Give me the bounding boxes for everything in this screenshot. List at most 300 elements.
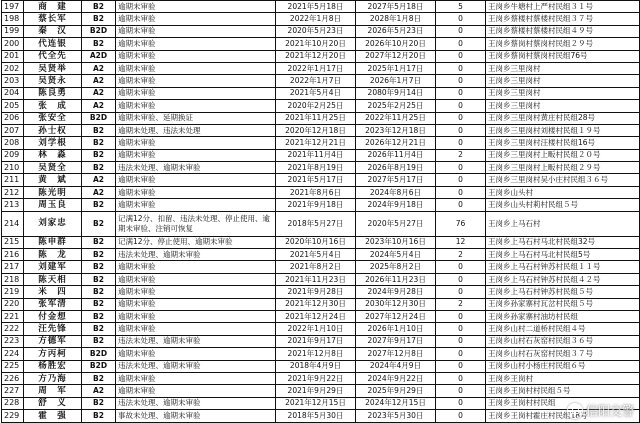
first-date-cell: 2022年1月10日	[276, 323, 356, 335]
table-row	[2, 100, 640, 112]
first-date-cell: 2021年12月24日	[276, 310, 356, 322]
license-class-cell: A2	[82, 385, 116, 397]
driver-name-cell: 吴贤全	[24, 162, 82, 174]
table-row	[2, 397, 640, 409]
address-cell: 王岗乡牛塘村上严村民组３１号	[486, 1, 640, 13]
expiry-date-cell: 2025年2月25日	[356, 100, 436, 112]
driver-name-cell: 杨胜宏	[24, 360, 82, 372]
table-row	[2, 1, 640, 13]
expiry-date-cell: 2020年5月27日	[356, 211, 436, 236]
expiry-date-cell: 2025年1月17日	[356, 62, 436, 74]
expiry-date-cell: 2026年11月23日	[356, 273, 436, 285]
penalty-points-cell: 2	[436, 149, 486, 161]
penalty-points-cell: 0	[436, 50, 486, 62]
table-row	[2, 137, 640, 149]
first-date-cell: 2021年11月4日	[276, 149, 356, 161]
license-class-cell: B2	[82, 335, 116, 347]
first-date-cell: 2022年1月17日	[276, 62, 356, 74]
table-row	[2, 286, 640, 298]
wechat-logo-icon	[567, 403, 583, 419]
license-status-cell: 逾期未审验	[116, 261, 276, 273]
license-class-cell: A2	[82, 174, 116, 186]
driver-name-cell: 黄 斌	[24, 174, 82, 186]
penalty-points-cell: 0	[436, 62, 486, 74]
license-status-cell: 逾期未审验	[116, 100, 276, 112]
row-number-cell: 206	[2, 112, 24, 124]
table-row	[2, 323, 640, 335]
first-date-cell: 2021年8月2日	[276, 261, 356, 273]
penalty-points-cell: 0	[436, 13, 486, 25]
expiry-date-cell: 2024年9月22日	[356, 372, 436, 384]
license-status-cell: 逾期未审验	[116, 25, 276, 37]
expiry-date-cell: 2028年1月8日	[356, 13, 436, 25]
penalty-points-cell: 0	[436, 25, 486, 37]
table-row	[2, 38, 640, 50]
table-row	[2, 335, 640, 347]
row-number-cell: 224	[2, 348, 24, 360]
row-number-cell: 229	[2, 410, 24, 422]
address-cell: 王岗乡山村二道桥村民组４号	[486, 323, 640, 335]
row-number-cell: 205	[2, 100, 24, 112]
penalty-points-cell: 0	[436, 348, 486, 360]
penalty-points-cell: 0	[436, 186, 486, 198]
table-row	[2, 199, 640, 211]
address-cell: 王岗乡三里岗村	[486, 75, 640, 87]
address-cell: 王岗乡王岗村	[486, 372, 640, 384]
expiry-date-cell: 2023年5月30日	[356, 410, 436, 422]
license-class-cell: A2	[82, 62, 116, 74]
license-class-cell: B2	[82, 162, 116, 174]
license-status-cell: 逾期未审验	[116, 137, 276, 149]
address-cell: 王岗乡三里岗村刘楼村民组１９号	[486, 124, 640, 136]
driver-name-cell: 米 四	[24, 286, 82, 298]
penalty-points-cell: 0	[436, 310, 486, 322]
penalty-points-cell: 0	[436, 75, 486, 87]
penalty-points-cell: 0	[436, 162, 486, 174]
row-number-cell: 222	[2, 323, 24, 335]
address-cell: 王岗乡蔡岗村蔡岗村民组２９号	[486, 38, 640, 50]
driver-name-cell: 方德军	[24, 335, 82, 347]
penalty-points-cell: 0	[436, 286, 486, 298]
address-cell: 王岗乡王岗村霍庄村民组18号	[486, 410, 640, 422]
license-class-cell: B2	[82, 137, 116, 149]
watermark-text: 信阳交警	[585, 404, 634, 418]
license-status-cell: 逾期未审验	[116, 50, 276, 62]
license-class-cell: B2	[82, 397, 116, 409]
first-date-cell: 2021年8月6日	[276, 186, 356, 198]
first-date-cell: 2021年5月18日	[276, 1, 356, 13]
first-date-cell: 2021年12月21日	[276, 137, 356, 149]
table-row	[2, 211, 640, 236]
license-class-cell: B2	[82, 310, 116, 322]
penalty-points-cell: 0	[436, 87, 486, 99]
penalty-points-cell: 0	[436, 137, 486, 149]
license-class-cell: A2D	[82, 50, 116, 62]
expiry-date-cell: 2026年12月21日	[356, 137, 436, 149]
table-row	[2, 112, 640, 124]
address-cell: 王岗乡上马石村	[486, 211, 640, 236]
row-number-cell: 200	[2, 38, 24, 50]
license-status-cell: 逾期未审验	[116, 13, 276, 25]
row-number-cell: 226	[2, 372, 24, 384]
first-date-cell: 2021年9月17日	[276, 335, 356, 347]
penalty-points-cell: 0	[436, 124, 486, 136]
license-class-cell: B2D	[82, 348, 116, 360]
address-cell: 王岗乡三里岗村	[486, 100, 640, 112]
first-date-cell: 2021年11月25日	[276, 112, 356, 124]
license-class-cell: B2	[82, 124, 116, 136]
license-status-cell: 逾期未审验	[116, 286, 276, 298]
expiry-date-cell: 2027年9月17日	[356, 335, 436, 347]
table-row	[2, 50, 640, 62]
driver-name-cell: 陈申群	[24, 236, 82, 248]
penalty-points-cell: 0	[436, 112, 486, 124]
address-cell: 王岗乡王岗村村民组	[486, 397, 640, 409]
table-row	[2, 162, 640, 174]
address-cell: 王岗乡三里岗村上畈村民组２９号	[486, 162, 640, 174]
first-date-cell: 2020年5月23日	[276, 25, 356, 37]
license-status-cell: 逾期未审验	[116, 87, 276, 99]
license-class-cell: A2	[82, 75, 116, 87]
driver-name-cell: 周玉良	[24, 199, 82, 211]
license-status-cell: 违法未处理、逾期未审验	[116, 162, 276, 174]
license-status-cell: 逾期未审验	[116, 199, 276, 211]
expiry-date-cell: 2024年9月28日	[356, 286, 436, 298]
driver-name-cell: 刘学根	[24, 137, 82, 149]
address-cell: 王岗乡上马石村钟苏村民组４２号	[486, 273, 640, 285]
address-cell: 王岗乡上马石村马北村民组32号	[486, 236, 640, 248]
table-row	[2, 348, 640, 360]
address-cell: 王岗乡山村小杨庄村民组６号	[486, 360, 640, 372]
expiry-date-cell: 2024年5月4日	[356, 249, 436, 261]
table-row	[2, 236, 640, 248]
license-class-cell: B2	[82, 323, 116, 335]
license-class-cell: B2	[82, 236, 116, 248]
address-cell: 王岗乡三里岗村上畈村民组２０号	[486, 149, 640, 161]
address-cell: 王岗乡三里岗村汪楼村民组16号	[486, 137, 640, 149]
first-date-cell: 2021年8月19日	[276, 162, 356, 174]
penalty-points-cell: 76	[436, 211, 486, 236]
table-row	[2, 298, 640, 310]
first-date-cell: 2021年12月20日	[276, 50, 356, 62]
expiry-date-cell: 2026年1月7日	[356, 75, 436, 87]
first-date-cell: 2021年9月28日	[276, 286, 356, 298]
penalty-points-cell: 0	[436, 397, 486, 409]
first-date-cell: 2021年12月8日	[276, 348, 356, 360]
expiry-date-cell: 2026年10月20日	[356, 38, 436, 50]
first-date-cell: 2020年12月18日	[276, 124, 356, 136]
expiry-date-cell: 2023年12月18日	[356, 124, 436, 136]
expiry-date-cell: 2025年8月2日	[356, 261, 436, 273]
row-number-cell: 204	[2, 87, 24, 99]
table-body	[2, 1, 640, 423]
row-number-cell: 219	[2, 286, 24, 298]
driver-name-cell: 陈良勇	[24, 87, 82, 99]
row-number-cell: 225	[2, 360, 24, 372]
license-class-cell: A2	[82, 100, 116, 112]
expiry-date-cell: 2027年12月20日	[356, 50, 436, 62]
license-class-cell: B2	[82, 211, 116, 236]
license-status-cell: 记满12分、停止使用、逾期未审验	[116, 236, 276, 248]
penalty-points-cell: 0	[436, 273, 486, 285]
driver-name-cell: 陈天相	[24, 273, 82, 285]
penalty-points-cell: 2	[436, 249, 486, 261]
driver-name-cell: 刘建军	[24, 261, 82, 273]
penalty-points-cell: 0	[436, 385, 486, 397]
license-status-cell: 逾期未审验	[116, 1, 276, 13]
license-class-cell: B2	[82, 249, 116, 261]
license-class-cell: B2	[82, 372, 116, 384]
expiry-date-cell: 2024年8月6日	[356, 186, 436, 198]
license-class-cell: B2	[82, 286, 116, 298]
expiry-date-cell: 2027年5月18日	[356, 1, 436, 13]
address-cell: 王岗乡蔡楼村蔡楼村民组３７号	[486, 13, 640, 25]
driver-name-cell: 代连银	[24, 38, 82, 50]
expiry-date-cell: 2026年8月19日	[356, 162, 436, 174]
driver-name-cell: 方乃海	[24, 372, 82, 384]
license-status-cell: 逾期未处理、违法未处理	[116, 124, 276, 136]
table-row	[2, 87, 640, 99]
license-class-cell: A2	[82, 87, 116, 99]
table-row	[2, 385, 640, 397]
license-class-cell: B2	[82, 298, 116, 310]
first-date-cell: 2021年12月15日	[276, 397, 356, 409]
expiry-date-cell: 2027年12月24日	[356, 310, 436, 322]
table-row	[2, 62, 640, 74]
license-class-cell: B2D	[82, 112, 116, 124]
address-cell: 王岗乡孙家寨村瓦岔村民组５号	[486, 298, 640, 310]
row-number-cell: 227	[2, 385, 24, 397]
table-row	[2, 186, 640, 198]
first-date-cell: 2020年10月16日	[276, 236, 356, 248]
row-number-cell: 211	[2, 174, 24, 186]
penalty-points-cell: 0	[436, 38, 486, 50]
address-cell: 王岗乡上马石村钟苏村民组１１号	[486, 261, 640, 273]
penalty-points-cell: 0	[436, 372, 486, 384]
expiry-date-cell: 2024年4月9日	[356, 360, 436, 372]
first-date-cell: 2021年9月18日	[276, 199, 356, 211]
license-status-cell: 逾期未审验	[116, 75, 276, 87]
row-number-cell: 197	[2, 1, 24, 13]
expiry-date-cell: 2023年10月16日	[356, 236, 436, 248]
row-number-cell: 202	[2, 62, 24, 74]
penalty-points-cell: 0	[436, 174, 486, 186]
license-status-cell: 逾期未审验	[116, 149, 276, 161]
expiry-date-cell: 2026年1月10日	[356, 323, 436, 335]
table-row	[2, 410, 640, 422]
license-status-cell: 违法未处理、逾期未审验	[116, 360, 276, 372]
driver-name-cell: 张 成	[24, 100, 82, 112]
driver-name-cell: 刘家忠	[24, 211, 82, 236]
first-date-cell: 2021年9月29日	[276, 385, 356, 397]
license-status-cell: 逾期未审验	[116, 62, 276, 74]
license-class-cell: A2	[82, 186, 116, 198]
driver-name-cell: 代全先	[24, 50, 82, 62]
license-class-cell: B2	[82, 273, 116, 285]
license-status-cell: 违法未处理、逾期未审验	[116, 249, 276, 261]
first-date-cell: 2021年9月22日	[276, 372, 356, 384]
expiry-date-cell: 2026年5月23日	[356, 25, 436, 37]
first-date-cell: 2021年12月30日	[276, 298, 356, 310]
license-class-cell: B2	[82, 410, 116, 422]
address-cell: 王岗乡蔡楼村蔡楼村民组４９号	[486, 25, 640, 37]
address-cell: 王岗乡三里岗村	[486, 62, 640, 74]
driver-name-cell: 舒 义	[24, 397, 82, 409]
first-date-cell: 2020年2月25日	[276, 100, 356, 112]
license-status-cell: 逾期未审验	[116, 38, 276, 50]
license-status-cell: 记满12分、扣留、违法未处理、停止使用、逾期未审验、注销可恢复	[116, 211, 276, 236]
license-class-cell: B2D	[82, 25, 116, 37]
driver-name-cell: 张安全	[24, 112, 82, 124]
driver-name-cell: 蔡长军	[24, 13, 82, 25]
penalty-points-cell: 0	[436, 323, 486, 335]
driver-name-cell: 周 军	[24, 385, 82, 397]
first-date-cell: 2018年5月30日	[276, 410, 356, 422]
first-date-cell: 2022年1月7日	[276, 75, 356, 87]
driver-name-cell: 孙士权	[24, 124, 82, 136]
table-row	[2, 372, 640, 384]
license-status-cell: 逾期未审验	[116, 310, 276, 322]
license-status-cell: 逾期未审验	[116, 372, 276, 384]
row-number-cell: 207	[2, 124, 24, 136]
license-status-cell: 逾期未审验	[116, 186, 276, 198]
license-class-cell: B2	[82, 199, 116, 211]
first-date-cell: 2022年1月8日	[276, 13, 356, 25]
license-status-cell: 逾期未审验	[116, 273, 276, 285]
penalty-points-cell: 0	[436, 261, 486, 273]
address-cell: 王岗乡三里岗村	[486, 87, 640, 99]
table-row	[2, 75, 640, 87]
table-row	[2, 25, 640, 37]
penalty-points-cell: 0	[436, 360, 486, 372]
license-class-cell: B2D	[82, 360, 116, 372]
driver-name-cell: 方丙柯	[24, 348, 82, 360]
license-status-cell: 违法未处理、逾期未审验	[116, 397, 276, 409]
penalty-points-cell: 2	[436, 298, 486, 310]
penalty-points-cell: 5	[436, 1, 486, 13]
license-status-cell: 逾期未审验、延期换证	[116, 112, 276, 124]
license-status-cell: 事故未处理、逾期未审验	[116, 410, 276, 422]
address-cell: 王岗乡山头村莉村民组５号	[486, 199, 640, 211]
first-date-cell: 2021年5月4日	[276, 87, 356, 99]
address-cell: 王岗乡山头村	[486, 186, 640, 198]
table-row	[2, 273, 640, 285]
driver-name-cell: 林 淼	[24, 149, 82, 161]
expiry-date-cell: 2030年12月30日	[356, 298, 436, 310]
row-number-cell: 212	[2, 186, 24, 198]
expiry-date-cell: 2024年9月18日	[356, 199, 436, 211]
row-number-cell: 199	[2, 25, 24, 37]
row-number-cell: 215	[2, 236, 24, 248]
row-number-cell: 210	[2, 162, 24, 174]
first-date-cell: 2021年11月23日	[276, 273, 356, 285]
license-class-cell: B2	[82, 149, 116, 161]
violations-table	[1, 0, 640, 423]
table-row	[2, 124, 640, 136]
driver-name-cell: 陈 龙	[24, 249, 82, 261]
license-status-cell: 违法未处理、逾期未审验	[116, 335, 276, 347]
row-number-cell: 223	[2, 335, 24, 347]
expiry-date-cell: 2027年5月17日	[356, 174, 436, 186]
license-status-cell: 逾期未审验	[116, 298, 276, 310]
driver-name-cell: 吴贤举	[24, 62, 82, 74]
driver-name-cell: 吴贤永	[24, 75, 82, 87]
address-cell: 王岗乡三里岗村黄庄村民组28号	[486, 112, 640, 124]
license-class-cell: B2	[82, 1, 116, 13]
license-class-cell: B2	[82, 13, 116, 25]
row-number-cell: 220	[2, 298, 24, 310]
first-date-cell: 2021年10月20日	[276, 38, 356, 50]
expiry-date-cell: 2024年12月15日	[356, 397, 436, 409]
driver-name-cell: 商 建	[24, 1, 82, 13]
address-cell: 王岗乡孙家寨村油坊村民组	[486, 310, 640, 322]
first-date-cell: 2018年4月9日	[276, 360, 356, 372]
address-cell: 王岗乡山村石灰窑村民组３７号	[486, 348, 640, 360]
license-status-cell: 逾期未审验	[116, 174, 276, 186]
table-row	[2, 249, 640, 261]
penalty-points-cell: 0	[436, 100, 486, 112]
address-cell: 王岗乡三里岗村吴小庄村民组３６号	[486, 174, 640, 186]
table-row	[2, 310, 640, 322]
first-date-cell: 2021年5月4日	[276, 249, 356, 261]
driver-name-cell: 陈光明	[24, 186, 82, 198]
driver-name-cell: 张军清	[24, 298, 82, 310]
row-number-cell: 217	[2, 261, 24, 273]
expiry-date-cell: 2027年12月8日	[356, 348, 436, 360]
first-date-cell: 2021年5月17日	[276, 174, 356, 186]
driver-name-cell: 秦 汉	[24, 25, 82, 37]
expiry-date-cell: 2025年9月29日	[356, 385, 436, 397]
address-cell: 王岗乡山村石灰窑村民组３６号	[486, 335, 640, 347]
license-class-cell: B2	[82, 38, 116, 50]
address-cell: 王岗乡上马石村马北村民组5号	[486, 249, 640, 261]
penalty-points-cell: 12	[436, 236, 486, 248]
row-number-cell: 221	[2, 310, 24, 322]
table-row	[2, 261, 640, 273]
row-number-cell: 201	[2, 50, 24, 62]
license-status-cell: 逾期未审验	[116, 348, 276, 360]
driver-name-cell: 汪先锋	[24, 323, 82, 335]
row-number-cell: 198	[2, 13, 24, 25]
penalty-points-cell: 0	[436, 335, 486, 347]
penalty-points-cell: 0	[436, 410, 486, 422]
driver-name-cell: 霍 强	[24, 410, 82, 422]
row-number-cell: 203	[2, 75, 24, 87]
row-number-cell: 218	[2, 273, 24, 285]
row-number-cell: 209	[2, 149, 24, 161]
table-row	[2, 13, 640, 25]
address-cell: 王岗乡王岗村村民组５号	[486, 385, 640, 397]
expiry-date-cell: 2022年11月25日	[356, 112, 436, 124]
first-date-cell: 2018年5月27日	[276, 211, 356, 236]
license-class-cell: B2	[82, 261, 116, 273]
expiry-date-cell: 2080年9月14日	[356, 87, 436, 99]
penalty-points-cell: 0	[436, 199, 486, 211]
row-number-cell: 228	[2, 397, 24, 409]
row-number-cell: 214	[2, 211, 24, 236]
address-cell: 王岗乡蔡岗村蔡岗村民组76号	[486, 50, 640, 62]
table-row	[2, 149, 640, 161]
row-number-cell: 213	[2, 199, 24, 211]
expiry-date-cell: 2026年11月4日	[356, 149, 436, 161]
address-cell: 王岗乡上马石村钟苏村民组５号	[486, 286, 640, 298]
driver-name-cell: 付金想	[24, 310, 82, 322]
license-status-cell: 逾期未审验	[116, 385, 276, 397]
watermark	[567, 402, 634, 419]
table-row	[2, 174, 640, 186]
row-number-cell: 216	[2, 249, 24, 261]
row-number-cell: 208	[2, 137, 24, 149]
